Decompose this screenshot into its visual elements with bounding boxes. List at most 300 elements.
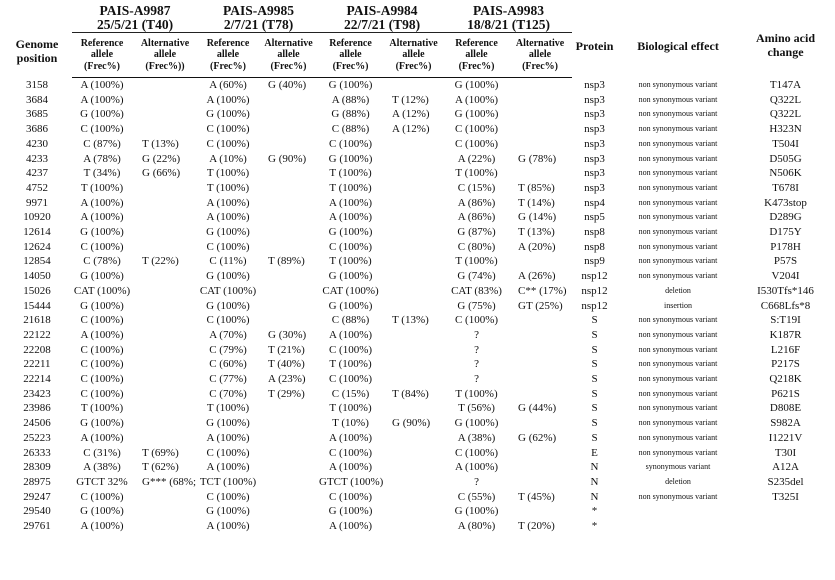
alternative-allele-cell bbox=[382, 475, 445, 490]
protein-cell: nsp3 bbox=[584, 123, 605, 136]
protein-cell: nsp3 bbox=[584, 93, 605, 106]
alternative-allele-cell bbox=[382, 269, 445, 284]
table-row bbox=[2, 78, 832, 93]
amino-acid-change-header: Amino acid change bbox=[756, 30, 816, 59]
reference-allele-cell: A (100%) bbox=[454, 461, 499, 474]
alternative-allele-cell bbox=[382, 254, 445, 269]
reference-allele-cell: G (100%) bbox=[80, 505, 124, 518]
alternative-allele-cell bbox=[258, 93, 319, 108]
alternative-allele-cell: T (21%) bbox=[268, 343, 305, 356]
alternative-allele-cell bbox=[132, 107, 198, 122]
genome-position-cell: 29540 bbox=[23, 505, 51, 518]
reference-allele-cell: T (100%) bbox=[206, 181, 250, 194]
alternative-allele-cell bbox=[132, 299, 198, 314]
alternative-allele-cell bbox=[382, 357, 445, 372]
reference-allele-cell: A (100%) bbox=[80, 520, 124, 533]
alternative-allele-cell bbox=[132, 401, 198, 416]
alternative-allele-cell bbox=[508, 107, 572, 122]
amino-acid-change-cell: Q322L bbox=[769, 93, 802, 106]
genome-position-cell: 4752 bbox=[26, 181, 48, 194]
alternative-allele-cell bbox=[258, 446, 319, 461]
amino-acid-change-cell: A12A bbox=[772, 461, 799, 474]
alternative-allele-cell: A (26%) bbox=[518, 270, 556, 283]
amino-acid-change-cell: D808E bbox=[769, 402, 802, 415]
reference-allele-cell: ? bbox=[474, 475, 479, 488]
reference-allele-cell: C (100%) bbox=[328, 446, 373, 459]
reference-allele-cell: A (86%) bbox=[457, 211, 496, 224]
protein-cell: nsp3 bbox=[584, 108, 605, 121]
amino-acid-change-cell bbox=[739, 504, 832, 519]
reference-allele-cell: A (86%) bbox=[457, 196, 496, 209]
table-row bbox=[2, 196, 832, 211]
sample-1-header: PAIS-A9987 25/5/21 (T40) bbox=[72, 4, 198, 33]
genome-position-cell: 4233 bbox=[26, 152, 48, 165]
table-row bbox=[2, 313, 832, 328]
reference-allele-cell: A (100%) bbox=[454, 93, 499, 106]
reference-allele-cell: T (100%) bbox=[455, 167, 498, 180]
alternative-allele-cell bbox=[258, 196, 319, 211]
biological-effect-cell: non synonymous variant bbox=[638, 182, 718, 192]
alternative-allele-cell bbox=[132, 431, 198, 446]
genome-position-cell: 9971 bbox=[26, 196, 48, 209]
reference-allele-cell: G (100%) bbox=[206, 270, 250, 283]
reference-allele-cell: CAT (100%) bbox=[73, 284, 131, 297]
alternative-allele-cell bbox=[508, 93, 572, 108]
amino-acid-change-cell: V204I bbox=[771, 270, 800, 283]
genome-position-cell: 24506 bbox=[23, 417, 51, 430]
reference-allele-cell: C (80%) bbox=[457, 240, 496, 253]
table-row bbox=[2, 122, 832, 137]
reference-allele-cell: C (100%) bbox=[80, 343, 124, 356]
alternative-allele-cell bbox=[258, 504, 319, 519]
reference-allele-cell: T (100%) bbox=[329, 358, 372, 371]
table-row bbox=[2, 387, 832, 402]
biological-effect-cell bbox=[617, 519, 739, 534]
reference-allele-cell: C (100%) bbox=[328, 490, 373, 503]
alternative-allele-cell: G (66%) bbox=[142, 167, 181, 180]
alternative-allele-cell bbox=[508, 446, 572, 461]
protein-cell: nsp5 bbox=[584, 211, 605, 224]
reference-allele-cell: C (100%) bbox=[80, 123, 124, 136]
reference-allele-cell: A (100%) bbox=[206, 93, 250, 106]
biological-effect-cell: non synonymous variant bbox=[638, 344, 718, 354]
alternative-allele-cell bbox=[382, 284, 445, 299]
alternative-allele-cell: T (22%) bbox=[142, 255, 179, 268]
genome-position-cell: 21618 bbox=[23, 314, 51, 327]
genome-position-cell: 28309 bbox=[23, 461, 51, 474]
genome-position-cell: 3685 bbox=[26, 108, 48, 121]
genome-position-cell: 23986 bbox=[23, 402, 51, 415]
alternative-allele-cell bbox=[132, 93, 198, 108]
alternative-allele-cell bbox=[508, 122, 572, 137]
table-row bbox=[2, 240, 832, 255]
alternative-allele-cell bbox=[132, 284, 198, 299]
reference-allele-cell: C (100%) bbox=[206, 490, 250, 503]
alternative-allele-cell bbox=[258, 181, 319, 196]
reference-allele-cell: C (87%) bbox=[83, 137, 121, 150]
alternative-allele-cell bbox=[382, 210, 445, 225]
reference-allele-cell: C (100%) bbox=[328, 373, 373, 386]
table-row bbox=[2, 490, 832, 505]
alternative-allele-cell bbox=[132, 343, 198, 358]
alternative-allele-cell bbox=[258, 519, 319, 534]
biological-effect-cell: non synonymous variant bbox=[638, 256, 718, 266]
protein-cell: nsp12 bbox=[581, 284, 608, 297]
alternative-allele-cell bbox=[132, 313, 198, 328]
genome-position-cell: 28975 bbox=[23, 475, 51, 488]
reference-allele-cell: T (10%) bbox=[332, 417, 369, 430]
alternative-allele-cell bbox=[258, 166, 319, 181]
biological-effect-cell: non synonymous variant bbox=[638, 271, 718, 281]
amino-acid-change-cell: T678I bbox=[772, 181, 799, 194]
reference-allele-cell: C (100%) bbox=[80, 314, 124, 327]
protein-cell: nsp3 bbox=[584, 78, 605, 91]
genome-position-cell: 22208 bbox=[23, 343, 51, 356]
reference-allele-cell: G (100%) bbox=[206, 505, 250, 518]
reference-allele-cell: G (100%) bbox=[328, 505, 373, 518]
amino-acid-change-cell: T147A bbox=[769, 78, 802, 91]
alternative-allele-cell: G (30%) bbox=[268, 328, 307, 341]
reference-allele-cell: C (88%) bbox=[331, 314, 370, 327]
alternative-allele-header: Alternative allele (Frec%) bbox=[508, 33, 572, 78]
alternative-allele-cell bbox=[258, 240, 319, 255]
reference-allele-cell: T (100%) bbox=[455, 387, 498, 400]
alternative-allele-cell bbox=[132, 210, 198, 225]
reference-allele-cell: C (15%) bbox=[457, 181, 496, 194]
reference-allele-cell: G (88%) bbox=[331, 108, 370, 121]
protein-cell: S bbox=[591, 402, 598, 415]
alternative-allele-cell bbox=[382, 460, 445, 475]
alternative-allele-cell: A (20%) bbox=[518, 240, 556, 253]
reference-allele-cell: G (100%) bbox=[328, 299, 373, 312]
reference-allele-cell: G (100%) bbox=[328, 152, 373, 165]
alternative-allele-cell bbox=[258, 475, 319, 490]
reference-allele-cell: A (100%) bbox=[80, 93, 124, 106]
reference-allele-cell: C (100%) bbox=[80, 358, 124, 371]
genome-position-cell: 26333 bbox=[23, 446, 51, 459]
alternative-allele-cell: G (40%) bbox=[268, 79, 307, 91]
table-row bbox=[2, 269, 832, 284]
alternative-allele-cell: T (20%) bbox=[518, 520, 555, 533]
genome-position-cell: 10920 bbox=[23, 211, 51, 224]
reference-allele-cell: G (75%) bbox=[457, 299, 496, 312]
genome-position-cell: 22211 bbox=[23, 358, 51, 371]
reference-allele-cell: ? bbox=[474, 358, 479, 371]
alternative-allele-cell: A (23%) bbox=[268, 373, 306, 386]
reference-allele-header: Reference allele (Frec%) bbox=[72, 33, 132, 78]
reference-allele-cell: A (100%) bbox=[206, 431, 250, 444]
table-row bbox=[2, 460, 832, 475]
sample-header-row bbox=[2, 4, 832, 33]
reference-allele-cell: C (100%) bbox=[80, 387, 124, 400]
biological-effect-cell: non synonymous variant bbox=[638, 153, 718, 163]
alternative-allele-header: Alternative allele (Frec%) bbox=[258, 33, 319, 78]
protein-cell: nsp4 bbox=[584, 196, 605, 209]
reference-allele-cell: G (100%) bbox=[454, 108, 499, 121]
biological-effect-cell: insertion bbox=[664, 300, 693, 310]
protein-cell: S bbox=[591, 373, 598, 386]
alternative-allele-cell bbox=[132, 196, 198, 211]
genome-position-cell: 22214 bbox=[23, 373, 51, 386]
reference-allele-cell: A (100%) bbox=[328, 196, 373, 209]
amino-acid-change-cell: S235del bbox=[767, 475, 804, 488]
alternative-allele-cell bbox=[382, 431, 445, 446]
alternative-allele-cell: G (22%) bbox=[142, 152, 181, 165]
table-row bbox=[2, 431, 832, 446]
genome-position-cell: 12854 bbox=[23, 255, 51, 268]
protein-cell: nsp8 bbox=[584, 226, 605, 239]
reference-allele-cell: C (70%) bbox=[209, 387, 247, 400]
alternative-allele-cell: G (14%) bbox=[518, 211, 557, 224]
amino-acid-change-cell: T325I bbox=[772, 490, 799, 503]
alternative-allele-cell bbox=[508, 166, 572, 181]
reference-allele-cell: A (10%) bbox=[209, 152, 247, 165]
reference-allele-cell: C (79%) bbox=[209, 343, 247, 356]
alternative-allele-cell: G (90%) bbox=[268, 152, 307, 165]
alternative-allele-cell: A (12%) bbox=[392, 108, 430, 121]
alternative-allele-cell bbox=[382, 137, 445, 152]
alternative-allele-cell bbox=[382, 504, 445, 519]
alternative-allele-cell: T (85%) bbox=[518, 181, 555, 194]
protein-cell: nsp8 bbox=[584, 240, 605, 253]
reference-allele-cell: C (100%) bbox=[80, 490, 124, 503]
biological-effect-cell: non synonymous variant bbox=[638, 491, 718, 501]
amino-acid-change-cell: S982A bbox=[770, 417, 801, 430]
alternative-allele-header: Alternative allele (Frec%)) bbox=[132, 33, 198, 78]
alternative-allele-cell bbox=[132, 490, 198, 505]
reference-allele-cell: T (100%) bbox=[329, 402, 372, 415]
reference-allele-cell: G (100%) bbox=[206, 226, 250, 239]
amino-acid-change-cell: Q218K bbox=[769, 373, 802, 386]
biological-effect-cell: non synonymous variant bbox=[638, 241, 718, 251]
table-row bbox=[2, 372, 832, 387]
alternative-allele-cell bbox=[132, 122, 198, 137]
biological-effect-cell: non synonymous variant bbox=[638, 388, 718, 398]
reference-allele-cell: A (88%) bbox=[331, 93, 370, 106]
table-row bbox=[2, 343, 832, 358]
alternative-allele-cell bbox=[132, 519, 198, 534]
alternative-allele-cell bbox=[382, 181, 445, 196]
alternative-allele-cell bbox=[382, 328, 445, 343]
table-row bbox=[2, 152, 832, 167]
alternative-allele-cell: G (90%) bbox=[392, 417, 431, 430]
protein-cell: nsp3 bbox=[584, 167, 605, 180]
alternative-allele-cell bbox=[508, 328, 572, 343]
alternative-allele-cell bbox=[382, 240, 445, 255]
reference-allele-cell: G (100%) bbox=[206, 108, 250, 121]
reference-allele-cell: C (11%) bbox=[209, 255, 247, 268]
alternative-allele-cell bbox=[258, 269, 319, 284]
variant-table-body bbox=[2, 78, 832, 534]
reference-allele-header: Reference allele (Frec%) bbox=[319, 33, 382, 78]
genome-position-cell: 25223 bbox=[23, 431, 51, 444]
table-row bbox=[2, 181, 832, 196]
protein-cell: N bbox=[590, 490, 599, 503]
table-row bbox=[2, 107, 832, 122]
reference-allele-cell: G (100%) bbox=[328, 270, 373, 283]
reference-allele-header: Reference allele (Frec%) bbox=[445, 33, 508, 78]
alternative-allele-cell: G (62%) bbox=[518, 431, 557, 444]
table-row bbox=[2, 504, 832, 519]
reference-allele-cell: A (100%) bbox=[328, 520, 373, 533]
biological-effect-cell: non synonymous variant bbox=[638, 94, 718, 104]
reference-allele-cell: G (100%) bbox=[454, 79, 499, 91]
table-row bbox=[2, 284, 832, 299]
reference-allele-cell: G (100%) bbox=[206, 417, 250, 430]
alternative-allele-cell bbox=[132, 225, 198, 240]
genome-position-cell: 12624 bbox=[23, 240, 51, 253]
alternative-allele-cell bbox=[382, 196, 445, 211]
alternative-allele-cell: G (78%) bbox=[518, 152, 557, 165]
protein-cell: * bbox=[591, 505, 598, 518]
alternative-allele-cell bbox=[508, 78, 572, 93]
protein-cell: S bbox=[591, 417, 598, 430]
reference-allele-cell: A (100%) bbox=[206, 196, 250, 209]
biological-effect-cell: non synonymous variant bbox=[638, 168, 718, 178]
reference-allele-cell: C (88%) bbox=[331, 123, 370, 136]
amino-acid-change-cell: P217S bbox=[771, 358, 800, 371]
reference-allele-cell: A (80%) bbox=[457, 520, 496, 533]
biological-effect-cell: non synonymous variant bbox=[638, 403, 718, 413]
biological-effect-cell bbox=[617, 504, 739, 519]
reference-allele-cell: T (100%) bbox=[80, 402, 124, 415]
alternative-allele-cell: T (84%) bbox=[392, 387, 429, 400]
amino-acid-change-cell: P57S bbox=[773, 255, 798, 268]
reference-allele-cell: A (100%) bbox=[328, 431, 373, 444]
alternative-allele-cell bbox=[382, 225, 445, 240]
alternative-allele-cell bbox=[258, 313, 319, 328]
biological-effect-cell: non synonymous variant bbox=[638, 79, 718, 89]
amino-acid-change-cell: T504I bbox=[772, 137, 799, 150]
alternative-allele-cell bbox=[258, 401, 319, 416]
genome-position-cell: 3158 bbox=[26, 78, 48, 91]
reference-allele-cell: A (100%) bbox=[80, 328, 124, 341]
alternative-allele-cell: T (14%) bbox=[518, 196, 555, 209]
reference-allele-cell: C (100%) bbox=[80, 373, 124, 386]
alternative-allele-cell: T (13%) bbox=[142, 137, 179, 150]
table-row bbox=[2, 137, 832, 152]
alternative-allele-cell: G*** (68%; bbox=[142, 475, 197, 488]
table-row bbox=[2, 519, 832, 534]
alternative-allele-cell bbox=[382, 490, 445, 505]
protein-cell: S bbox=[591, 328, 598, 341]
reference-allele-cell: CAT (100%) bbox=[199, 284, 257, 297]
genome-position-cell: 4230 bbox=[26, 137, 48, 150]
genome-position-cell: 14050 bbox=[23, 270, 51, 283]
alternative-allele-cell bbox=[382, 372, 445, 387]
genome-position-cell: 15444 bbox=[23, 299, 51, 312]
protein-cell: nsp12 bbox=[581, 270, 608, 283]
reference-allele-cell: G (100%) bbox=[80, 108, 124, 121]
amino-acid-change-cell: N506K bbox=[769, 167, 802, 180]
protein-cell: N bbox=[590, 475, 599, 488]
reference-allele-cell: T (100%) bbox=[329, 167, 372, 180]
alternative-allele-cell: GT (25%) bbox=[518, 299, 563, 312]
amino-acid-change-cell: P178H bbox=[770, 240, 801, 253]
protein-cell: nsp3 bbox=[584, 152, 605, 165]
alternative-allele-cell bbox=[382, 152, 445, 167]
reference-allele-cell: CAT (100%) bbox=[322, 284, 379, 297]
protein-cell: E bbox=[591, 446, 598, 459]
reference-allele-cell: A (38%) bbox=[83, 461, 121, 474]
alternative-allele-cell bbox=[258, 122, 319, 137]
reference-allele-cell: C (78%) bbox=[83, 255, 121, 268]
biological-effect-cell: non synonymous variant bbox=[638, 359, 718, 369]
biological-effect-cell: non synonymous variant bbox=[638, 138, 718, 148]
protein-cell: S bbox=[591, 387, 598, 400]
genome-position-cell: 29247 bbox=[23, 490, 51, 503]
genome-position-cell: 22122 bbox=[23, 328, 51, 341]
alternative-allele-cell bbox=[258, 210, 319, 225]
table-row bbox=[2, 401, 832, 416]
alternative-allele-cell: T (45%) bbox=[518, 490, 555, 503]
alternative-allele-cell: T (69%) bbox=[142, 446, 179, 459]
alternative-allele-cell: A (12%) bbox=[392, 123, 430, 136]
amino-acid-change-cell: I1221V bbox=[768, 431, 803, 444]
reference-allele-cell: A (100%) bbox=[206, 211, 250, 224]
reference-allele-cell: C (60%) bbox=[209, 358, 247, 371]
protein-cell: * bbox=[591, 520, 598, 533]
table-row bbox=[2, 166, 832, 181]
alternative-allele-cell bbox=[258, 490, 319, 505]
table-row bbox=[2, 299, 832, 314]
reference-allele-cell: ? bbox=[474, 343, 479, 356]
protein-cell: S bbox=[591, 358, 598, 371]
table-row bbox=[2, 210, 832, 225]
table-row bbox=[2, 446, 832, 461]
biological-effect-cell: deletion bbox=[665, 476, 691, 486]
reference-allele-cell: A (100%) bbox=[206, 520, 250, 533]
protein-cell: nsp12 bbox=[581, 299, 608, 312]
reference-allele-cell: G (100%) bbox=[328, 79, 373, 91]
biological-effect-cell: non synonymous variant bbox=[638, 124, 718, 134]
alternative-allele-cell bbox=[132, 504, 198, 519]
reference-allele-cell: C (100%) bbox=[206, 240, 250, 253]
reference-allele-cell: T (34%) bbox=[83, 167, 121, 180]
table-row bbox=[2, 328, 832, 343]
alternative-allele-cell bbox=[382, 401, 445, 416]
reference-allele-cell: A (100%) bbox=[80, 431, 124, 444]
reference-allele-cell: A (60%) bbox=[209, 79, 247, 91]
alternative-allele-cell bbox=[508, 372, 572, 387]
alternative-allele-cell bbox=[508, 343, 572, 358]
reference-allele-cell: C (55%) bbox=[457, 490, 496, 503]
amino-acid-change-cell: K473stop bbox=[764, 196, 807, 209]
biological-effect-cell: non synonymous variant bbox=[638, 315, 718, 325]
biological-effect-cell: non synonymous variant bbox=[638, 418, 718, 428]
alternative-allele-cell bbox=[382, 519, 445, 534]
amino-acid-change-cell: S:T19I bbox=[770, 314, 801, 327]
reference-allele-cell: C (31%) bbox=[83, 446, 121, 459]
alternative-allele-cell bbox=[508, 387, 572, 402]
reference-allele-header: Reference allele (Frec%) bbox=[198, 33, 258, 78]
protein-cell: S bbox=[591, 343, 598, 356]
reference-allele-cell: G (100%) bbox=[80, 299, 124, 312]
alternative-allele-cell: T (89%) bbox=[268, 255, 305, 268]
amino-acid-change-cell: Q322L bbox=[769, 108, 802, 121]
reference-allele-cell: C (100%) bbox=[206, 314, 250, 327]
alternative-allele-cell bbox=[132, 328, 198, 343]
alternative-allele-cell bbox=[258, 225, 319, 240]
alternative-allele-cell: T (12%) bbox=[392, 93, 429, 106]
reference-allele-cell: C (100%) bbox=[206, 123, 250, 136]
alternative-allele-cell: G (44%) bbox=[518, 402, 557, 415]
biological-effect-cell: deletion bbox=[665, 285, 691, 295]
reference-allele-cell: C (100%) bbox=[454, 446, 499, 459]
alternative-allele-cell bbox=[508, 313, 572, 328]
alternative-allele-cell bbox=[508, 254, 572, 269]
genome-position-cell: 29761 bbox=[23, 520, 51, 533]
